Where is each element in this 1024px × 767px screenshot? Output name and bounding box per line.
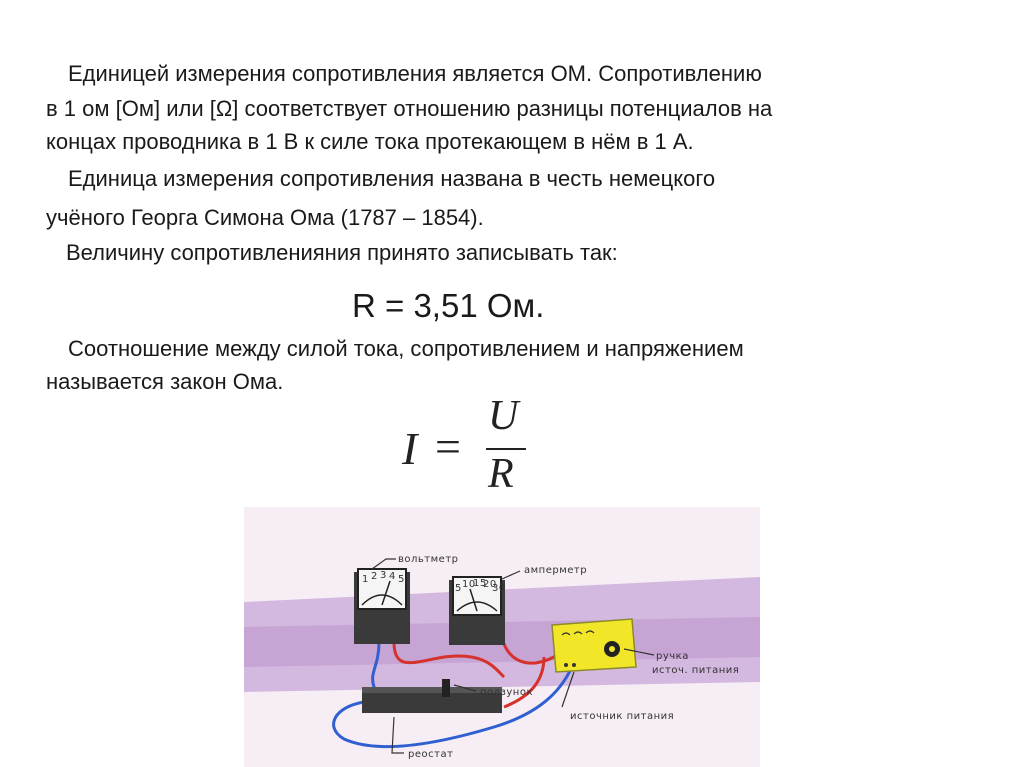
voltmeter-tick-5: 5 bbox=[398, 574, 405, 585]
voltmeter-tick-4: 4 bbox=[389, 571, 396, 582]
circuit-svg bbox=[244, 507, 760, 767]
text-line-6: Величину сопротивленияния принято записывать так: bbox=[66, 240, 618, 265]
formula-current: I bbox=[402, 423, 418, 474]
label-handle: ручка bbox=[656, 651, 689, 662]
text-line-9: называется закон Ома. bbox=[46, 369, 284, 394]
ohms-law-formula bbox=[402, 392, 542, 502]
voltmeter-tick-2: 2 bbox=[371, 571, 378, 582]
power-source bbox=[552, 619, 636, 672]
ammeter-tick-5: 30 bbox=[492, 583, 506, 594]
formula-equals: = bbox=[435, 421, 461, 472]
power-terminal-2 bbox=[572, 663, 576, 667]
voltmeter-tick-1: 1 bbox=[362, 574, 369, 585]
label-handle-sub: источ. питания bbox=[652, 665, 740, 676]
text-line-5: учёного Георга Симона Ома (1787 – 1854). bbox=[46, 205, 484, 230]
text-line-2: в 1 ом [Ом] или [Ω] соответствует отношению разницы потенциалов на bbox=[46, 96, 773, 121]
ammeter-tick-1: 5 bbox=[455, 583, 462, 594]
text-line-3: концах проводника в 1 В к силе тока протекающем в нём в 1 А. bbox=[46, 129, 694, 154]
text-line-1: Единицей измерения сопротивления является ОМ. Сопротивлению bbox=[68, 61, 762, 86]
label-slider: ползунок bbox=[480, 687, 533, 698]
formula-voltage: U bbox=[488, 393, 519, 439]
text-line-8: Соотношение между силой тока, сопротивлением и напряжением bbox=[68, 336, 744, 361]
ammeter-tick-4: 20 bbox=[483, 579, 497, 590]
voltmeter-tick-3: 3 bbox=[380, 570, 387, 581]
power-terminal-1 bbox=[564, 663, 568, 667]
ammeter-tick-3: 15 bbox=[473, 578, 487, 589]
resistance-example: R = 3,51 Ом. bbox=[352, 287, 545, 324]
formula-resistance: R bbox=[488, 451, 514, 497]
circuit-drawing bbox=[244, 507, 760, 767]
voltmeter bbox=[354, 569, 410, 644]
label-power-source: источник питания bbox=[570, 711, 675, 722]
label-rheostat: реостат bbox=[408, 749, 454, 760]
ammeter bbox=[449, 577, 506, 645]
label-ammeter: амперметр bbox=[524, 565, 588, 576]
text-line-4: Единица измерения сопротивления названа в честь немецкого bbox=[68, 166, 716, 191]
power-knob-center bbox=[609, 646, 615, 652]
rheostat-slider bbox=[442, 679, 450, 697]
label-voltmeter: вольтметр bbox=[398, 554, 459, 565]
ammeter-tick-2: 10 bbox=[462, 579, 476, 590]
